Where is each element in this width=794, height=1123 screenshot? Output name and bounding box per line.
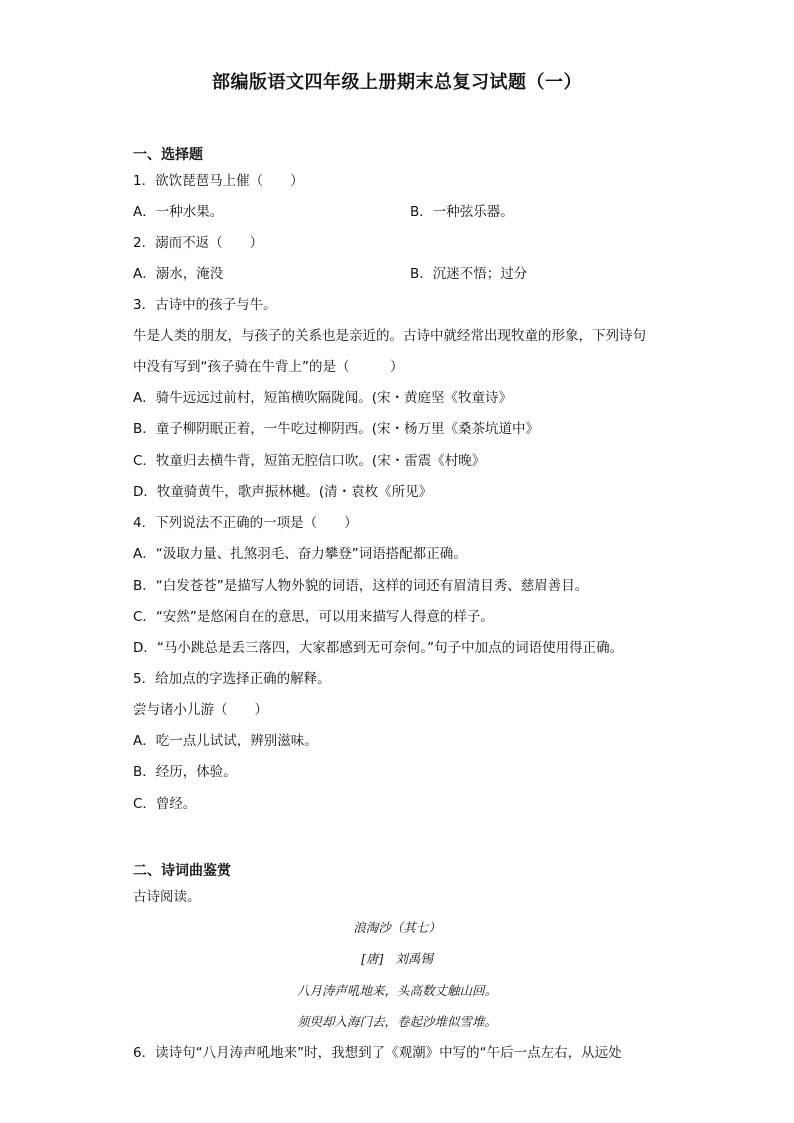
poem-byline bbox=[0, 950, 794, 968]
poem-author: 刘禹锡 bbox=[395, 951, 433, 966]
question-4-option-c: C．“安然”是悠闲自在的意思，可以用来描写人得意的样子。 bbox=[133, 609, 494, 625]
question-5-option-a: A．吃一点儿试试，辨别滋味。 bbox=[133, 733, 318, 749]
poem-line-2: 须臾却入海门去，卷起沙堆似雪堆。 bbox=[296, 1014, 497, 1029]
question-1-stem: 1．欲饮琵琶马上催（ ） bbox=[133, 173, 304, 189]
question-6-stem: 6．读诗句“八月涛声吼地来”时，我想到了《观潮》中写的“午后一点左右，从远处 bbox=[133, 1045, 622, 1061]
question-3-option-a: A．骑牛远远过前村，短笛横吹隔陇闻。(宋・黄庭坚《牧童诗》 bbox=[133, 390, 513, 406]
question-3-intro-line-1: 牛是人类的朋友，与孩子的关系也是亲近的。古诗中就经常出现牧童的形象，下列诗句 bbox=[133, 328, 646, 344]
poem-title: 浪淘沙（其七） bbox=[353, 920, 441, 935]
question-5-option-b: B．经历，体验。 bbox=[133, 764, 237, 780]
question-2-option-b: B．沉迷不悟；过分 bbox=[410, 266, 528, 282]
question-3-stem: 3．古诗中的孩子与牛。 bbox=[133, 297, 277, 313]
question-5-stem: 5．给加点的字选择正确的解释。 bbox=[133, 671, 331, 687]
page-title: 部编版语文四年级上册期末总复习试题（一） bbox=[212, 72, 582, 93]
question-1-option-b: B．一种弦乐器。 bbox=[410, 204, 514, 220]
section-heading-choice: 一、选择题 bbox=[133, 147, 203, 163]
question-3-intro-line-2: 中没有写到“孩子骑在牛背上”的是（ ） bbox=[133, 359, 404, 375]
poem-dynasty: [唐] bbox=[361, 951, 384, 966]
question-4-option-a: A．“汲取力量、扎煞羽毛、奋力攀登”词语搭配都正确。 bbox=[133, 546, 467, 562]
question-4-option-b: B．“白发苍苍”是描写人物外貌的词语，这样的词还有眉清目秀、慈眉善目。 bbox=[133, 578, 589, 594]
question-3-option-d: D．牧童骑黄牛，歌声振林樾。(清・袁枚《所见》 bbox=[133, 484, 433, 500]
question-4-option-d: D．“马小跳总是丢三落四，大家都感到无可奈何。”句子中加点的词语使用得正确。 bbox=[133, 640, 624, 656]
section-2-intro: 古诗阅读。 bbox=[133, 889, 201, 905]
question-5-option-c: C．曾经。 bbox=[133, 796, 197, 812]
question-3-option-b: B．童子柳阴眠正着，一牛吃过柳阴西。(宋・杨万里《桑茶坑道中》 bbox=[133, 421, 540, 437]
question-3-option-c: C．牧童归去横牛背，短笛无腔信口吹。(宋・雷震《村晚》 bbox=[133, 453, 486, 469]
question-4-stem: 4．下列说法不正确的一项是（ ） bbox=[133, 515, 358, 531]
question-2-stem: 2．溺而不返（ ） bbox=[133, 235, 264, 251]
question-1-option-a: A．一种水果。 bbox=[133, 204, 224, 220]
section-heading-poetry: 二、诗词曲鉴赏 bbox=[133, 863, 231, 879]
poem-line-1: 八月涛声吼地来，头高数丈触山回。 bbox=[296, 983, 497, 998]
question-5-sub: 尝与诸小儿游（ ） bbox=[133, 702, 268, 718]
question-2-option-a: A．溺水，淹没 bbox=[133, 266, 224, 282]
